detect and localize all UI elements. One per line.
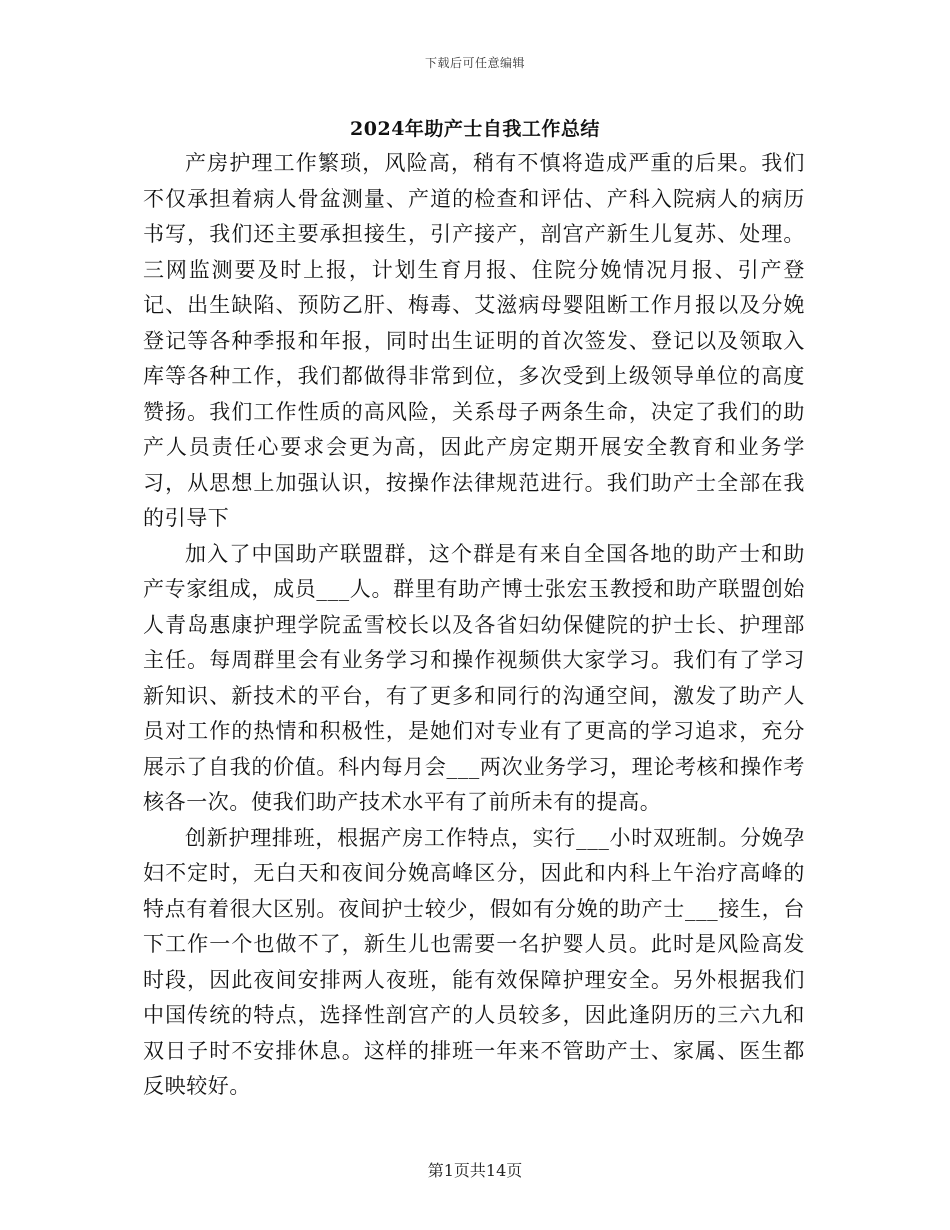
page-number: 第1页共14页 (427, 1161, 523, 1180)
paragraph-1: 产房护理工作繁琐，风险高，稍有不慎将造成严重的后果。我们不仅承担着病人骨盆测量、产道的检查和评估、产科入院病人的病历书写，我们还主要承担接生，引产接产，剖宫产新生儿复苏、处理。三网监测要及时上报，计划生育月报、住院分娩情况月报、引产登记、出生缺陷、预防乙肝、梅毒、艾滋病母婴阻断工作月报以及分娩登记等各种季报和年报，同时出生证明的首次签发、登记以及领取入库等各种工作，我们都做得非常到位，多次受到上级领导单位的高度赞扬。我们工作性质的高风险，关系母子两条生命，决定了我们的助产人员责任心要求会更为高，因此产房定期开展安全教育和业务学习，从思想上加强认识，按操作法律规范进行。我们助产士全部在我的引导下 (143, 151, 805, 530)
header-note: 下载后可任意编辑 (424, 56, 525, 70)
document-body (143, 146, 805, 1105)
paragraph-3: 创新护理排班，根据产房工作特点，实行___小时双班制。分娩孕妇不定时，无白天和夜间分娩高峰区分，因此和内科上午治疗高峰的特点有着很大区别。夜间护士较少，假如有分娩的助产士___接生，台下工作一个也做不了，新生儿也需要一名护婴人员。此时是风险高发时段，因此夜间安排两人夜班，能有效保障护理安全。另外根据我们中国传统的特点，选择性剖宫产的人员较多，因此逢阴历的三六九和双日子时不安排休息。这样的排班一年来不管助产士、家属、医生都反映较好。 (143, 825, 805, 1098)
document-title: 2024年助产士自我工作总结 (350, 118, 600, 140)
paragraph-2: 加入了中国助产联盟群，这个群是有来自全国各地的助产士和助产专家组成，成员___人。群里有助产博士张宏玉教授和助产联盟创始人青岛惠康护理学院孟雪校长以及各省妇幼保健院的护士长、护理部主任。每周群里会有业务学习和操作视频供大家学习。我们有了学习新知识、新技术的平台，有了更多和同行的沟通空间，激发了助产人员对工作的热情和积极性，是她们对专业有了更高的学习追求，充分展示了自我的价值。科内每月会___两次业务学习，理论考核和操作考核各一次。使我们助产技术水平有了前所未有的提高。 (143, 541, 805, 814)
